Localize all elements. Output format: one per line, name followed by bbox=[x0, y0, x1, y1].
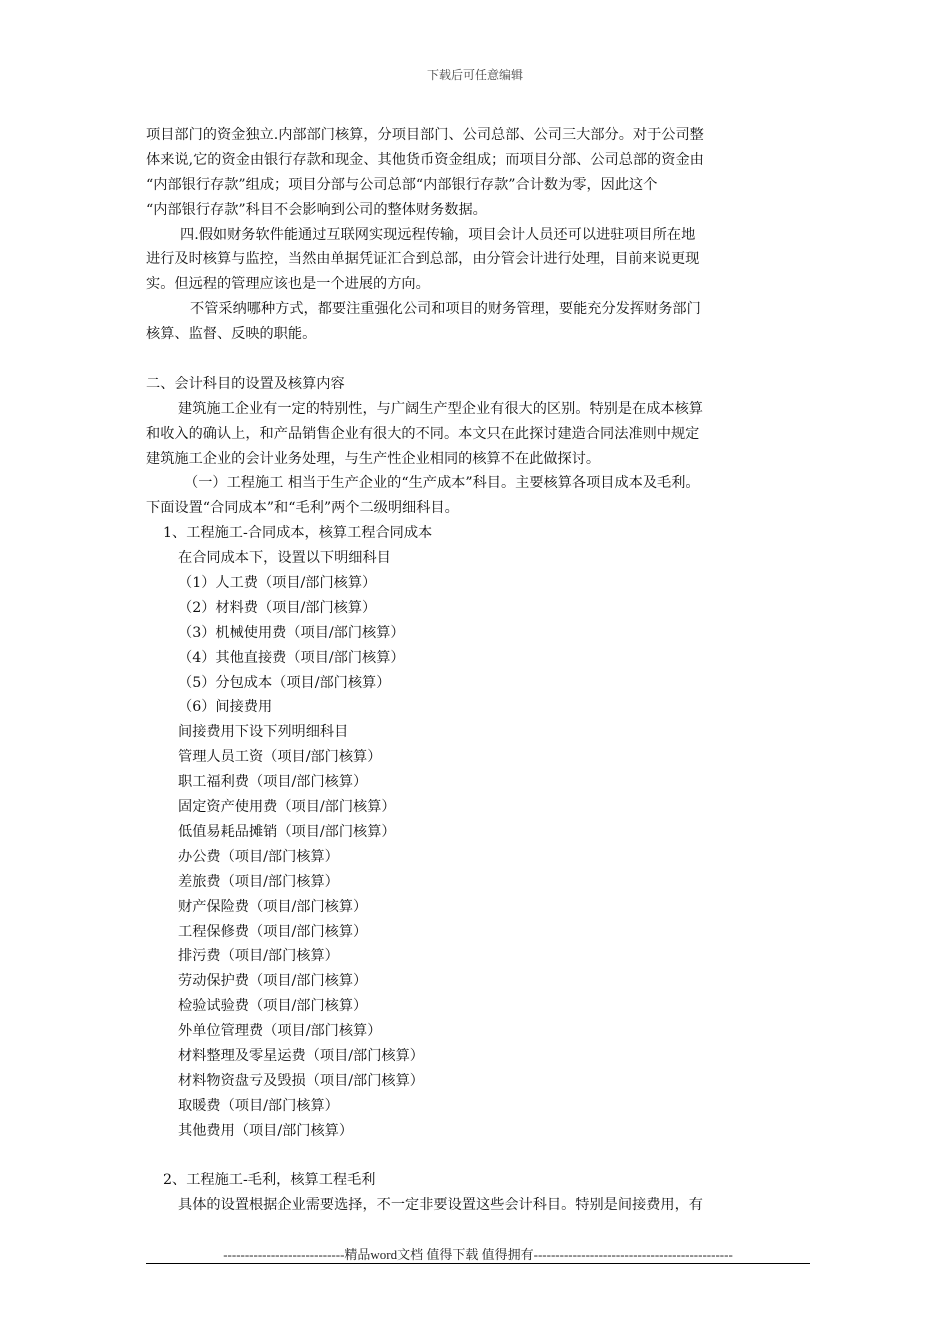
text-line: 劳动保护费（项目/部门核算） bbox=[178, 973, 368, 990]
text-line: 1、工程施工-合同成本，核算工程合同成本 bbox=[163, 525, 433, 542]
text-line: “内部银行存款”科目不会影响到公司的整体财务数据。 bbox=[146, 201, 487, 218]
text-line: 差旅费（项目/部门核算） bbox=[178, 873, 339, 890]
text-line: 固定资产使用费（项目/部门核算） bbox=[178, 799, 396, 816]
text-line: 其他费用（项目/部门核算） bbox=[178, 1122, 354, 1139]
text-line: （一）工程施工 相当于生产企业的“生产成本”科目。主要核算各项目成本及毛利。 bbox=[184, 475, 700, 492]
text-line: 检验试验费（项目/部门核算） bbox=[178, 998, 368, 1015]
text-line: 工程保修费（项目/部门核算） bbox=[178, 923, 368, 940]
text-line: 间接费用下设下列明细科目 bbox=[178, 724, 349, 741]
text-line: 办公费（项目/部门核算） bbox=[178, 848, 339, 865]
page-footer: ----------------------------精品word文档 值得下载 值得拥有---------------------------------------------- bbox=[223, 1247, 733, 1262]
text-line: 取暖费（项目/部门核算） bbox=[178, 1097, 339, 1114]
blank-line bbox=[146, 1144, 810, 1169]
text-line: 管理人员工资（项目/部门核算） bbox=[178, 749, 382, 766]
text-line: 具体的设置根据企业需要选择，不一定非要设置这些会计科目。特别是间接费用，有 bbox=[178, 1197, 703, 1214]
text-line: 材料物资盘亏及毁损（项目/部门核算） bbox=[178, 1072, 424, 1089]
text-line: （1）人工费（项目/部门核算） bbox=[178, 575, 377, 592]
text-line: 建筑施工企业的会计业务处理，与生产性企业相同的核算不在此做探讨。 bbox=[146, 450, 601, 467]
page-header: 下载后可任意编辑 bbox=[426, 68, 523, 82]
text-line: 外单位管理费（项目/部门核算） bbox=[178, 1023, 382, 1040]
text-line: 二、会计科目的设置及核算内容 bbox=[146, 375, 345, 392]
text-line: 体来说,它的资金由银行存款和现金、其他货币资金组成；而项目分部、公司总部的资金由 bbox=[146, 151, 704, 168]
text-line: 进行及时核算与监控，当然由单据凭证汇合到总部，由分管会计进行处理，目前来说更现 bbox=[146, 251, 700, 268]
text-line: 和收入的确认上，和产品销售企业有很大的不同。本文只在此探讨建造合同法准则中规定 bbox=[146, 425, 700, 442]
text-line: “内部银行存款”组成；项目分部与公司总部“内部银行存款”合计数为零，因此这个 bbox=[146, 176, 658, 193]
text-line: 核算、监督、反映的职能。 bbox=[146, 326, 317, 343]
text-line: 财产保险费（项目/部门核算） bbox=[178, 898, 368, 915]
document-body bbox=[146, 123, 810, 1218]
text-line: （2）材料费（项目/部门核算） bbox=[178, 599, 377, 616]
text-line: 排污费（项目/部门核算） bbox=[178, 948, 339, 965]
text-line: 在合同成本下，设置以下明细科目 bbox=[178, 550, 391, 567]
text-line: 2、工程施工-毛利，核算工程毛利 bbox=[163, 1172, 376, 1189]
text-line: 四.假如财务软件能通过互联网实现远程传输，项目会计人员还可以进驻项目所在地 bbox=[180, 226, 696, 243]
text-line: 实。但远程的管理应该也是一个进展的方向。 bbox=[146, 276, 430, 293]
text-line: 材料整理及零星运费（项目/部门核算） bbox=[178, 1047, 424, 1064]
text-line: 不管采纳哪种方式，都要注重强化公司和项目的财务管理，要能充分发挥财务部门 bbox=[190, 301, 701, 318]
text-line: 低值易耗品摊销（项目/部门核算） bbox=[178, 823, 396, 840]
blank-line bbox=[146, 347, 810, 372]
text-line: 项目部门的资金独立.内部部门核算，分项目部门、公司总部、公司三大部分。对于公司整 bbox=[146, 127, 704, 143]
footer-rule bbox=[146, 1263, 810, 1264]
text-line: （6）间接费用 bbox=[178, 699, 273, 716]
text-line: 下面设置“合同成本”和“毛利”两个二级明细科目。 bbox=[146, 500, 459, 517]
text-line: （4）其他直接费（项目/部门核算） bbox=[178, 649, 405, 666]
text-line: 建筑施工企业有一定的特别性，与广阔生产型企业有很大的区别。特别是在成本核算 bbox=[178, 400, 703, 417]
text-line: （3）机械使用费（项目/部门核算） bbox=[178, 624, 405, 641]
text-line: 职工福利费（项目/部门核算） bbox=[178, 774, 368, 791]
text-line: （5）分包成本（项目/部门核算） bbox=[178, 674, 391, 691]
